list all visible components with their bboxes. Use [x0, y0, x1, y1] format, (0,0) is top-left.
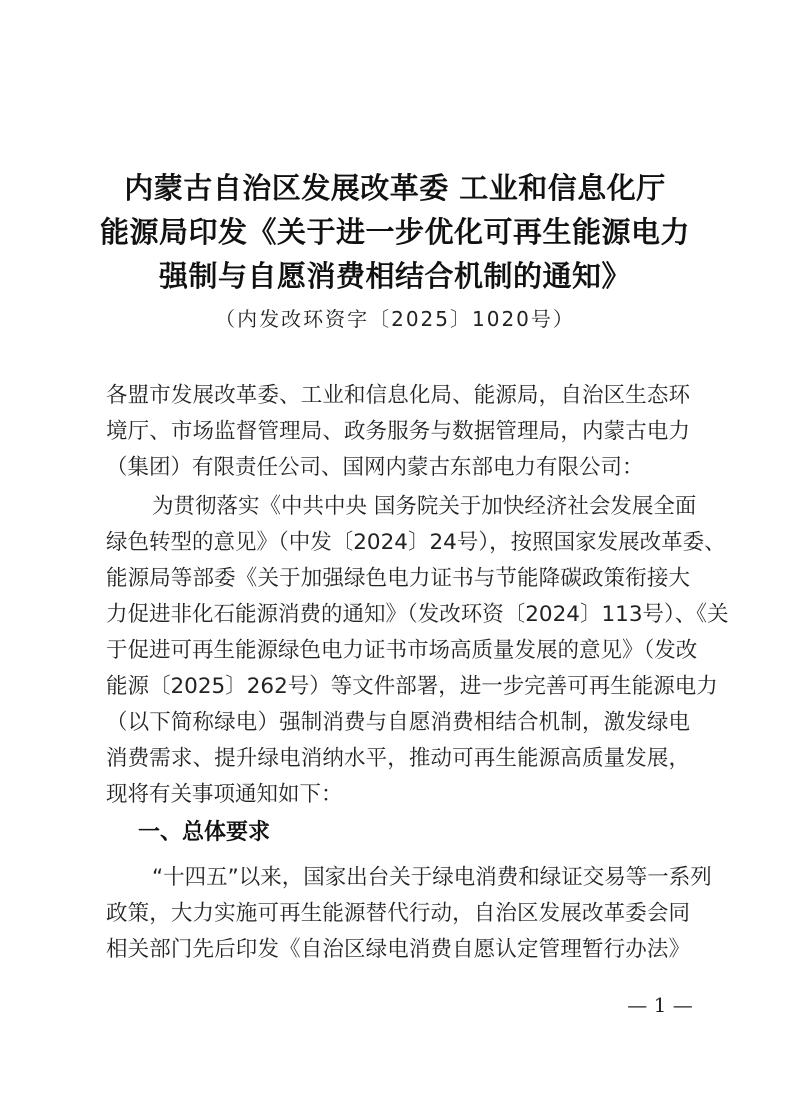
addressee-line-1: 各盟市发展改革委、工业和信息化局、能源局，自治区生态环: [106, 383, 690, 408]
addressee-line-2: 境厅、市场监督管理局、政务服务与数据管理局，内蒙古电力: [106, 419, 690, 444]
paragraph-1-line-7: （以下简称绿电）强制消费与自愿消费相结合机制，激发绿电: [106, 710, 690, 735]
paragraph-1-line-9: 现将有关事项通知如下：: [106, 782, 343, 807]
paragraph-1-line-3: 能源局等部委《关于加强绿色电力证书与节能降碳政策衔接大: [106, 566, 690, 591]
page-number: — 1 —: [627, 993, 693, 1017]
title-line-2: 能源局印发《关于进一步优化可再生能源电力: [99, 215, 690, 249]
paragraph-2-line-1: “十四五”以来，国家出台关于绿电消费和绿证交易等一系列: [152, 865, 712, 890]
paragraph-1-line-1: 为贯彻落实《中共中央 国务院关于加快经济社会发展全面: [152, 494, 697, 519]
paragraph-1-line-6: 能源〔2025〕262号）等文件部署，进一步完善可再生能源电力: [106, 674, 718, 699]
title-line-3: 强制与自愿消费相结合机制的通知》: [158, 259, 631, 293]
paragraph-2-line-2: 政策，大力实施可再生能源替代行动，自治区发展改革委会同: [106, 901, 690, 926]
paragraph-1-line-2: 绿色转型的意见》（中发〔2024〕24号），按照国家发展改革委、: [106, 530, 726, 555]
paragraph-1-line-4: 力促进非化石能源消费的通知》（发改环资〔2024〕113号）、《关: [106, 602, 729, 627]
section-heading-general-requirements: 一、总体要求: [138, 820, 271, 845]
paragraph-1-line-5: 于促进可再生能源绿色电力证书市场高质量发展的意见》（发改: [106, 638, 698, 663]
document-number: （内发改环资字〔2025〕1020号）: [215, 307, 575, 331]
paragraph-1-line-8: 消费需求、提升绿电消纳水平，推动可再生能源高质量发展，: [106, 746, 690, 771]
addressee-line-3: （集团）有限责任公司、国网内蒙古东部电力有限公司：: [106, 455, 644, 480]
paragraph-2-line-3: 相关部门先后印发《自治区绿电消费自愿认定管理暂行办法》: [106, 937, 690, 962]
title-line-1: 内蒙古自治区发展改革委 工业和信息化厅: [124, 171, 666, 205]
